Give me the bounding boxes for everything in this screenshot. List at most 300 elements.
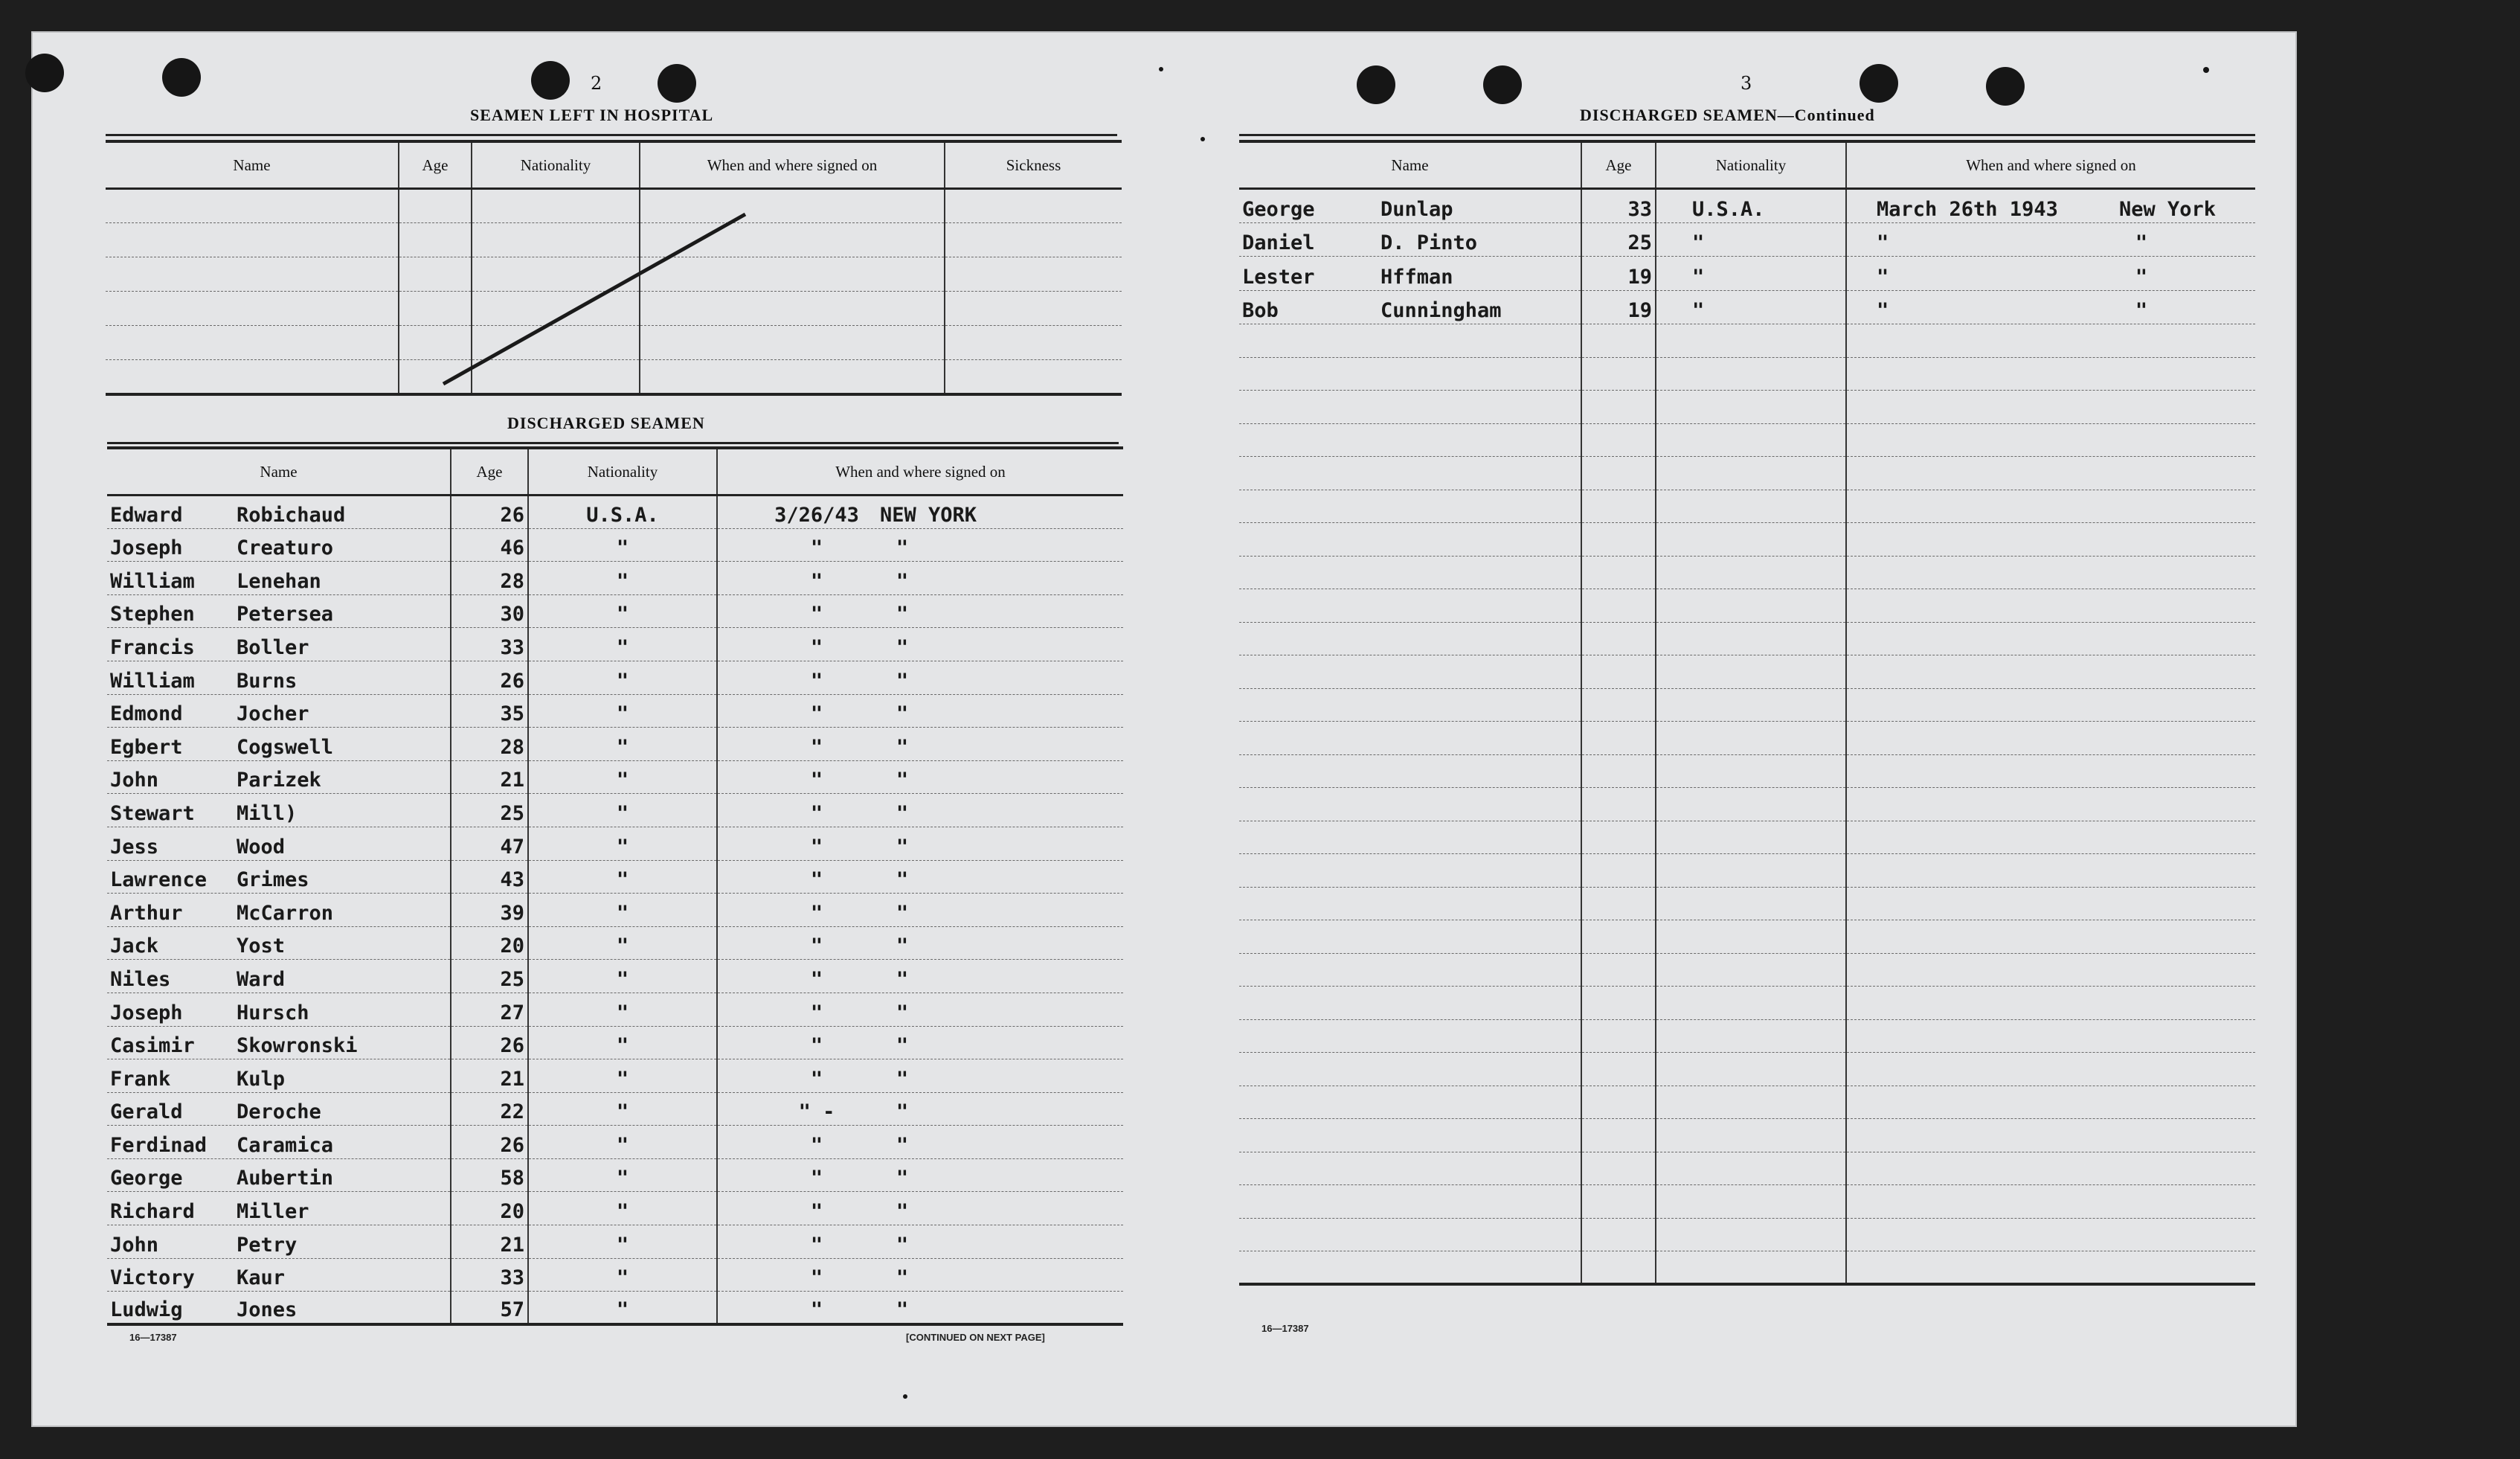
blank-cell: [1581, 1251, 1656, 1285]
first-name: Edward: [110, 503, 183, 527]
seaman-name: [107, 594, 451, 628]
form-number: 16—17387: [129, 1332, 177, 1343]
last-name: Grimes: [237, 868, 309, 892]
blank-cell: [1581, 1119, 1656, 1152]
seaman-name: [107, 1059, 451, 1093]
age: 33: [451, 1258, 528, 1292]
blank-row: [1239, 391, 2255, 424]
signed-on: [717, 628, 1123, 661]
first-name: Francis: [110, 635, 195, 659]
seaman-name: [107, 661, 451, 694]
signed-on: [717, 1126, 1123, 1159]
signed-on-place: ": [896, 1233, 909, 1257]
col-header: When and where signed on: [1846, 141, 2255, 189]
blank-row: [1239, 622, 2255, 655]
blank-cell: [1656, 887, 1846, 920]
seaman-name: [1239, 222, 1581, 257]
blank-cell: [1656, 1053, 1846, 1086]
discharged-continued-table: [1239, 140, 2255, 1286]
signed-on: [717, 661, 1123, 694]
rule: [107, 442, 1119, 444]
nationality: ": [528, 562, 717, 595]
nationality: ": [528, 1026, 717, 1059]
blank-cell: [1239, 423, 1581, 457]
blank-row: [1239, 920, 2255, 954]
blank-cell: [1239, 854, 1581, 888]
nationality: ": [528, 960, 717, 993]
blank-cell: [1239, 788, 1581, 821]
nationality: ": [528, 1258, 717, 1292]
signed-on: [717, 1258, 1123, 1292]
blank-cell: [1846, 622, 2255, 655]
signed-on-date: ": [810, 1298, 823, 1322]
blank-cell: [1656, 1152, 1846, 1185]
blank-cell: [1656, 457, 1846, 490]
age: 19: [1581, 257, 1656, 291]
last-name: Jocher: [237, 702, 309, 726]
blank-cell: [1656, 722, 1846, 755]
signed-on-place: ": [2135, 231, 2148, 254]
nationality: ": [528, 1092, 717, 1126]
seaman-name: [107, 694, 451, 728]
discharged-table: [107, 446, 1123, 1326]
age: 25: [451, 960, 528, 993]
blank-cell: [1239, 622, 1581, 655]
blank-row: [1239, 1218, 2255, 1251]
blank-cell: [1239, 324, 1581, 358]
last-name: D. Pinto: [1380, 231, 1478, 254]
age: 20: [451, 1192, 528, 1225]
blank-cell: [1239, 887, 1581, 920]
signed-on: [717, 496, 1123, 529]
punch-hole: [1986, 67, 2025, 106]
signed-on-place: NEW YORK: [880, 503, 977, 527]
blank-row: [1239, 589, 2255, 623]
table-row: [107, 993, 1123, 1026]
first-name: Ludwig: [110, 1298, 183, 1322]
last-name: Wood: [237, 835, 286, 859]
blank-cell: [1581, 457, 1656, 490]
seaman-name: [107, 1092, 451, 1126]
blank-cell: [1656, 1218, 1846, 1251]
last-name: Deroche: [237, 1100, 321, 1124]
col-header: When and where signed on: [640, 141, 945, 189]
age: 46: [451, 528, 528, 562]
signed-on: [717, 960, 1123, 993]
blank-row: [1239, 1019, 2255, 1053]
scan-speck: [1159, 67, 1163, 71]
nationality: ": [528, 1126, 717, 1159]
blank-cell: [1581, 1053, 1656, 1086]
col-header: Name: [107, 448, 451, 496]
first-name: Bob: [1242, 299, 1279, 322]
signed-on-place: ": [896, 967, 909, 991]
signed-on-date: ": [810, 1266, 823, 1290]
first-name: Casimir: [110, 1034, 195, 1058]
blank-row: [1239, 1152, 2255, 1185]
seaman-name: [107, 1026, 451, 1059]
seaman-name: [107, 1292, 451, 1325]
table-row: [107, 1258, 1123, 1292]
blank-row: [1239, 722, 2255, 755]
blank-cell: [1581, 523, 1656, 557]
signed-on-date: ": [810, 669, 823, 693]
scanned-document: [31, 31, 2297, 1427]
blank-row: [1239, 788, 2255, 821]
blank-row: [1239, 423, 2255, 457]
blank-cell: [1656, 854, 1846, 888]
nationality: ": [528, 860, 717, 894]
signed-on-date: ": [810, 635, 823, 659]
blank-row: [1239, 854, 2255, 888]
table-row: [107, 794, 1123, 827]
blank-cell: [1239, 1218, 1581, 1251]
signed-on: [717, 1292, 1123, 1325]
nationality: ": [528, 926, 717, 960]
signed-on-date: ": [810, 603, 823, 626]
blank-cell: [1846, 1251, 2255, 1285]
signed-on-place: ": [2135, 265, 2148, 289]
signed-on: [717, 993, 1123, 1026]
blank-cell: [1846, 987, 2255, 1020]
nationality: ": [528, 794, 717, 827]
signed-on-date: ": [810, 835, 823, 859]
table-row: [107, 528, 1123, 562]
signed-on: [717, 1158, 1123, 1192]
signed-on-place: ": [896, 1001, 909, 1024]
blank-cell: [1846, 1218, 2255, 1251]
col-header: Sickness: [945, 141, 1122, 189]
signed-on-date: " -: [798, 1100, 835, 1124]
blank-cell: [1239, 523, 1581, 557]
table-row: [1239, 189, 2255, 223]
blank-cell: [1239, 920, 1581, 954]
first-name: Frank: [110, 1067, 171, 1091]
blank-cell: [1846, 1152, 2255, 1185]
first-name: Ferdinad: [110, 1133, 208, 1157]
blank-cell: [1581, 953, 1656, 987]
blank-cell: [1656, 324, 1846, 358]
blank-cell: [1656, 556, 1846, 589]
seaman-name: [107, 628, 451, 661]
seaman-name: [107, 993, 451, 1026]
age: 26: [451, 661, 528, 694]
first-name: Stephen: [110, 603, 195, 626]
seaman-name: [107, 960, 451, 993]
seaman-name: [107, 827, 451, 860]
blank-cell: [1581, 1019, 1656, 1053]
age: 28: [451, 562, 528, 595]
signed-on-place: ": [896, 901, 909, 925]
age: 21: [451, 1059, 528, 1093]
blank-cell: [1239, 556, 1581, 589]
blank-cell: [1846, 357, 2255, 391]
nationality: ": [1656, 222, 1846, 257]
blank-cell: [1581, 589, 1656, 623]
blank-cell: [1846, 722, 2255, 755]
blank-cell: [1581, 688, 1656, 722]
nationality: ": [528, 993, 717, 1026]
blank-cell: [1846, 324, 2255, 358]
blank-cell: [1846, 754, 2255, 788]
table-row: [107, 1126, 1123, 1159]
blank-cell: [1846, 589, 2255, 623]
signed-on-date: ": [810, 1133, 823, 1157]
blank-cell: [1656, 1185, 1846, 1219]
blank-cell: [1656, 788, 1846, 821]
blank-cell: [1239, 821, 1581, 854]
signed-on: [717, 728, 1123, 761]
age: 20: [451, 926, 528, 960]
col-header: Nationality: [528, 448, 717, 496]
col-header: Nationality: [472, 141, 640, 189]
signed-on-date: ": [810, 536, 823, 560]
signed-on: [717, 562, 1123, 595]
seaman-name: [107, 926, 451, 960]
col-header: Name: [106, 141, 399, 189]
age: 58: [451, 1158, 528, 1192]
last-name: Creaturo: [237, 536, 334, 560]
blank-cell: [1846, 953, 2255, 987]
col-header: Age: [399, 141, 472, 189]
last-name: Caramica: [237, 1133, 334, 1157]
last-name: Robichaud: [237, 503, 346, 527]
page-number: 3: [1740, 73, 1752, 94]
last-name: Parizek: [237, 769, 321, 792]
seaman-name: [107, 528, 451, 562]
signed-on-place: ": [896, 801, 909, 825]
blank-cell: [1239, 357, 1581, 391]
seaman-name: [107, 728, 451, 761]
age: 39: [451, 894, 528, 927]
signed-on-place: ": [896, 1133, 909, 1157]
age: 25: [1581, 222, 1656, 257]
first-name: Joseph: [110, 1001, 183, 1024]
age: 35: [451, 694, 528, 728]
blank-cell: [1846, 920, 2255, 954]
blank-cell: [1656, 589, 1846, 623]
rule: [1239, 134, 2255, 136]
continued-note: [CONTINUED ON NEXT PAGE]: [906, 1332, 1045, 1343]
blank-cell: [1581, 423, 1656, 457]
first-name: William: [110, 569, 195, 593]
blank-cell: [1581, 324, 1656, 358]
last-name: Ward: [237, 967, 286, 991]
signed-on-date: ": [810, 868, 823, 892]
seaman-name: [107, 794, 451, 827]
blank-cell: [1656, 688, 1846, 722]
blank-cell: [1581, 1218, 1656, 1251]
signed-on-place: ": [896, 1200, 909, 1224]
age: 28: [451, 728, 528, 761]
blank-row: [1239, 357, 2255, 391]
signed-on-date: ": [810, 1200, 823, 1224]
blank-cell: [1846, 556, 2255, 589]
blank-cell: [1581, 987, 1656, 1020]
blank-cell: [1656, 423, 1846, 457]
blank-cell: [1846, 1086, 2255, 1119]
table-row: [1239, 257, 2255, 291]
signed-on-place: ": [896, 735, 909, 759]
signed-on: [717, 894, 1123, 927]
age: 26: [451, 1026, 528, 1059]
nationality: ": [528, 1292, 717, 1325]
blank-cell: [1656, 391, 1846, 424]
blank-cell: [1581, 556, 1656, 589]
first-name: George: [1242, 197, 1315, 221]
signed-on-place: ": [896, 669, 909, 693]
age: 27: [451, 993, 528, 1026]
blank-row: [1239, 688, 2255, 722]
last-name: Lenehan: [237, 569, 321, 593]
first-name: George: [110, 1167, 183, 1190]
seaman-name: [107, 894, 451, 927]
blank-row: [1239, 1053, 2255, 1086]
nationality: ": [528, 1225, 717, 1259]
table-row: [107, 1026, 1123, 1059]
signed-on-date: ": [810, 801, 823, 825]
blank-cell: [1656, 357, 1846, 391]
blank-cell: [1846, 523, 2255, 557]
table-row: [107, 628, 1123, 661]
table-row: [107, 661, 1123, 694]
signed-on: [717, 1225, 1123, 1259]
blank-cell: [1656, 490, 1846, 523]
seaman-name: [107, 496, 451, 529]
signed-on: [1846, 290, 2255, 324]
signed-on-date: ": [1877, 299, 1889, 322]
blank-cell: [1581, 490, 1656, 523]
signed-on: [717, 594, 1123, 628]
blank-cell: [1239, 987, 1581, 1020]
last-name: Petersea: [237, 603, 334, 626]
table-row: [107, 728, 1123, 761]
table-row: [107, 1092, 1123, 1126]
signed-on-place: ": [896, 769, 909, 792]
signed-on: [717, 1059, 1123, 1093]
signed-on-date: ": [810, 1233, 823, 1257]
blank-row: [1239, 655, 2255, 689]
blank-cell: [1846, 457, 2255, 490]
blank-cell: [1656, 987, 1846, 1020]
blank-cell: [1581, 754, 1656, 788]
age: 47: [451, 827, 528, 860]
blank-cell: [1846, 490, 2255, 523]
table-row: [107, 827, 1123, 860]
seaman-name: [107, 1158, 451, 1192]
first-name: John: [110, 769, 159, 792]
age: 43: [451, 860, 528, 894]
signed-on-place: ": [896, 868, 909, 892]
table-row: [107, 760, 1123, 794]
blank-cell: [1239, 1251, 1581, 1285]
blank-row: [1239, 887, 2255, 920]
blank-row: [1239, 754, 2255, 788]
table-row: [107, 860, 1123, 894]
signed-on-place: ": [896, 1100, 909, 1124]
last-name: Boller: [237, 635, 309, 659]
blank-row: [1239, 523, 2255, 557]
signed-on-date: ": [1877, 265, 1889, 289]
first-name: Victory: [110, 1266, 195, 1290]
nationality: ": [528, 894, 717, 927]
col-header: When and where signed on: [717, 448, 1123, 496]
signed-on-date: 3/26/43: [774, 503, 859, 527]
first-name: Lawrence: [110, 868, 208, 892]
signed-on-place: ": [896, 536, 909, 560]
last-name: Kaur: [237, 1266, 286, 1290]
signed-on-place: ": [896, 1266, 909, 1290]
punch-hole: [1357, 65, 1395, 104]
age: 21: [451, 1225, 528, 1259]
signed-on: [717, 1092, 1123, 1126]
first-name: Lester: [1242, 265, 1315, 289]
seaman-name: [1239, 290, 1581, 324]
blank-row: [1239, 1086, 2255, 1119]
table-row: [107, 1292, 1123, 1325]
form-number: 16—17387: [1261, 1323, 1309, 1334]
age: 57: [451, 1292, 528, 1325]
table-row: [1239, 290, 2255, 324]
blank-row: [1239, 1185, 2255, 1219]
last-name: Mill): [237, 801, 298, 825]
last-name: Petry: [237, 1233, 298, 1257]
blank-cell: [1846, 1019, 2255, 1053]
blank-cell: [1239, 391, 1581, 424]
blank-cell: [1846, 391, 2255, 424]
blank-cell: [1846, 423, 2255, 457]
signed-on: [717, 794, 1123, 827]
blank-cell: [1239, 1119, 1581, 1152]
signed-on: [717, 1026, 1123, 1059]
blank-cell: [1239, 754, 1581, 788]
signed-on: [717, 528, 1123, 562]
signed-on-date: ": [810, 901, 823, 925]
nationality: ": [1656, 257, 1846, 291]
table-row: [1239, 222, 2255, 257]
nationality: ": [528, 661, 717, 694]
signed-on: [717, 1192, 1123, 1225]
first-name: Daniel: [1242, 231, 1315, 254]
blank-cell: [1581, 391, 1656, 424]
signed-on-place: ": [896, 569, 909, 593]
signed-on-date: ": [810, 934, 823, 958]
blank-cell: [1581, 821, 1656, 854]
age: 22: [451, 1092, 528, 1126]
last-name: Cunningham: [1380, 299, 1502, 322]
seaman-name: [107, 1192, 451, 1225]
blank-cell: [1656, 523, 1846, 557]
seaman-name: [1239, 257, 1581, 291]
blank-row: [1239, 1119, 2255, 1152]
blank-cell: [1846, 854, 2255, 888]
seaman-name: [107, 760, 451, 794]
first-name: Joseph: [110, 536, 183, 560]
blank-cell: [1846, 821, 2255, 854]
col-header: Age: [451, 448, 528, 496]
discharged-continued-title: DISCHARGED SEAMEN—Continued: [1580, 106, 1875, 124]
nationality: ": [528, 1158, 717, 1192]
blank-cell: [1581, 854, 1656, 888]
first-name: Niles: [110, 967, 171, 991]
last-name: Cogswell: [237, 735, 334, 759]
blank-cell: [1239, 722, 1581, 755]
first-name: William: [110, 669, 195, 693]
signed-on: [1846, 222, 2255, 257]
blank-cell: [1581, 1185, 1656, 1219]
nationality: U.S.A.: [528, 496, 717, 529]
first-name: Egbert: [110, 735, 183, 759]
